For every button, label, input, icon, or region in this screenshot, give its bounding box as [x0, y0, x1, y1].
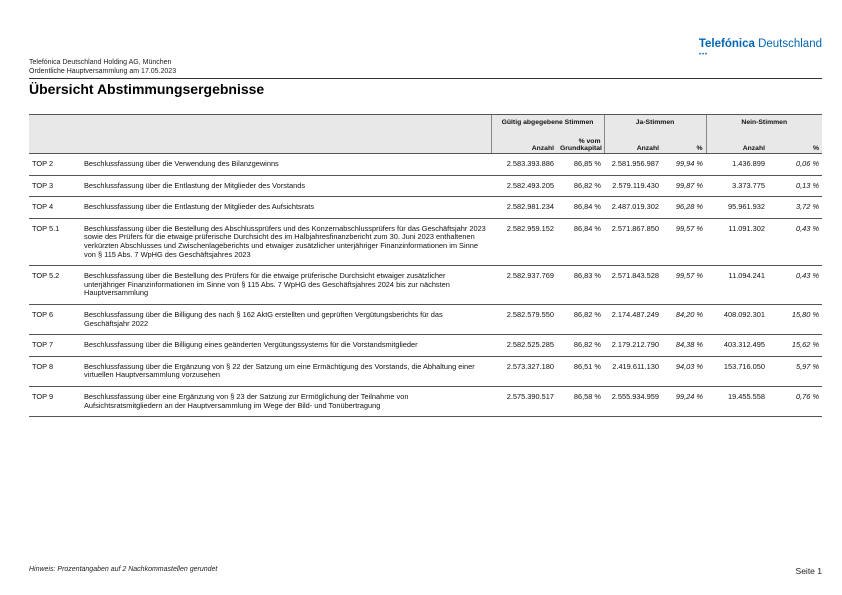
table-cell-no-pct: 0,76 % — [768, 386, 822, 416]
table-cell-pct-capital: 86,84 % — [557, 218, 604, 265]
table-cell-no-pct: 15,80 % — [768, 304, 822, 334]
table-cell-no-count: 11.091.302 — [706, 218, 768, 265]
header-empty — [29, 115, 491, 130]
table-cell-top: TOP 7 — [29, 335, 81, 357]
table-cell-no-count: 19.455.558 — [706, 386, 768, 416]
table-cell-top: TOP 2 — [29, 154, 81, 176]
table-cell-pct-capital: 86,58 % — [557, 386, 604, 416]
table-row — [29, 335, 822, 357]
table-cell-no-pct: 0,43 % — [768, 218, 822, 265]
subheader-valid-count: Anzahl — [491, 129, 557, 154]
logo-brand-rest: Deutschland — [754, 38, 822, 50]
subheader-pct-capital: % vom Grundkapital — [557, 129, 604, 154]
table-cell-pct-capital: 86,83 % — [557, 266, 604, 305]
table-cell-no-pct: 0,13 % — [768, 175, 822, 197]
table-cell-yes-pct: 99,57 % — [662, 266, 706, 305]
page-title: Übersicht Abstimmungsergebnisse — [29, 81, 265, 97]
table-cell-no-pct: 3,72 % — [768, 197, 822, 219]
group-header-row — [29, 115, 822, 130]
table-cell-valid-count: 2.582.981.234 — [491, 197, 557, 219]
table-cell-description: Beschlussfassung über eine Ergänzung von § 23 der Satzung zur Ermöglichung der Teilnahme von Aufsichtsratsmitgliedern an der Hauptversammlung im Wege der Bild- und Tonübertragung — [81, 386, 491, 416]
subheader-yes-pct: % — [662, 129, 706, 154]
table-row — [29, 356, 822, 386]
table-cell-description: Beschlussfassung über die Verwendung des Bilanzgewinns — [81, 154, 491, 176]
table-cell-pct-capital: 86,51 % — [557, 356, 604, 386]
table-cell-no-pct: 0,43 % — [768, 266, 822, 305]
table-row — [29, 197, 822, 219]
header-valid-votes: Gültig abgegebene Stimmen — [491, 115, 604, 130]
table-row — [29, 386, 822, 416]
table-cell-yes-pct: 99,87 % — [662, 175, 706, 197]
table-cell-yes-count: 2.555.934.959 — [604, 386, 662, 416]
table-cell-yes-pct: 96,28 % — [662, 197, 706, 219]
table-cell-yes-count: 2.487.019.302 — [604, 197, 662, 219]
table-cell-pct-capital: 86,82 % — [557, 335, 604, 357]
table-cell-valid-count: 2.583.393.886 — [491, 154, 557, 176]
table-cell-yes-count: 2.581.956.987 — [604, 154, 662, 176]
table-cell-yes-count: 2.571.867.850 — [604, 218, 662, 265]
table-cell-valid-count: 2.575.390.517 — [491, 386, 557, 416]
table-cell-no-count: 95.961.932 — [706, 197, 768, 219]
table-cell-top: TOP 6 — [29, 304, 81, 334]
table-cell-no-count: 1.436.899 — [706, 154, 768, 176]
table-cell-top: TOP 8 — [29, 356, 81, 386]
table-cell-no-pct: 5,97 % — [768, 356, 822, 386]
table-row — [29, 304, 822, 334]
sub-header-row — [29, 129, 822, 154]
table-cell-no-pct: 15,62 % — [768, 335, 822, 357]
table-cell-yes-count: 2.419.611.130 — [604, 356, 662, 386]
table-cell-yes-count: 2.579.119.430 — [604, 175, 662, 197]
table-row — [29, 266, 822, 305]
results-table-wrapper — [29, 114, 822, 417]
meeting-date: Ordentliche Hauptversammlung am 17.05.2023 — [29, 68, 177, 75]
subheader-no-count: Anzahl — [706, 129, 768, 154]
logo-dots-icon: ••• — [698, 52, 709, 58]
table-cell-description: Beschlussfassung über die Bestellung des Prüfers für die etwaige prüferische Durchsicht etwaiger zusätzlicher unterjähriger Finanzinformationen im Sinne von § 115 Abs. 7 WpHG des Geschäftsjahres 2024 bis zur nächsten Hauptversammlung — [81, 266, 491, 305]
table-cell-no-count: 403.312.495 — [706, 335, 768, 357]
company-name: Telefónica Deutschland Holding AG, München — [29, 59, 172, 66]
header-no-votes: Nein-Stimmen — [706, 115, 822, 130]
table-cell-no-count: 153.716.050 — [706, 356, 768, 386]
table-cell-valid-count: 2.582.579.550 — [491, 304, 557, 334]
rounding-footnote: Hinweis: Prozentangaben auf 2 Nachkommastellen gerundet — [29, 566, 218, 573]
table-cell-yes-count: 2.571.843.528 — [604, 266, 662, 305]
subheader-empty — [29, 129, 491, 154]
table-cell-yes-pct: 84,20 % — [662, 304, 706, 334]
table-cell-yes-pct: 94,03 % — [662, 356, 706, 386]
table-cell-description: Beschlussfassung über die Bestellung des Abschlussprüfers und des Konzernabschlussprüfers für das Geschäftsjahr 2023 sowie des Prüfers für die etwaige prüferische Durchsicht des im Halbjahresfinanzbericht zum 30. Juni 2023 enthaltenen verkürzten Abschlusses und Zwischenlageberichts und etwaiger zusätzlicher unterjähriger Finanzinformationen im Sinne von § 115 Abs. 7 WpHG des Geschäftsjahres 2023 — [81, 218, 491, 265]
table-row — [29, 175, 822, 197]
table-cell-top: TOP 5.2 — [29, 266, 81, 305]
voting-results-table — [29, 114, 822, 417]
table-cell-yes-pct: 99,94 % — [662, 154, 706, 176]
table-cell-yes-count: 2.174.487.249 — [604, 304, 662, 334]
table-cell-yes-pct: 99,57 % — [662, 218, 706, 265]
table-cell-no-count: 408.092.301 — [706, 304, 768, 334]
logo-brand-bold: Telefónica — [698, 38, 755, 50]
table-cell-pct-capital: 86,85 % — [557, 154, 604, 176]
table-cell-no-pct: 0,06 % — [768, 154, 822, 176]
table-cell-pct-capital: 86,82 % — [557, 175, 604, 197]
subheader-yes-count: Anzahl — [604, 129, 662, 154]
table-cell-description: Beschlussfassung über die Entlastung der Mitglieder des Aufsichtsrats — [81, 197, 491, 219]
header-yes-votes: Ja-Stimmen — [604, 115, 706, 130]
company-info — [29, 58, 176, 76]
table-cell-valid-count: 2.582.493.205 — [491, 175, 557, 197]
table-cell-description: Beschlussfassung über die Billigung des nach § 162 AktG erstellten und geprüften Vergütungsberichts für das Geschäftsjahr 2022 — [81, 304, 491, 334]
header-divider — [29, 78, 822, 79]
table-cell-valid-count: 2.582.937.769 — [491, 266, 557, 305]
table-row — [29, 154, 822, 176]
table-cell-valid-count: 2.573.327.180 — [491, 356, 557, 386]
table-cell-top: TOP 4 — [29, 197, 81, 219]
table-cell-top: TOP 3 — [29, 175, 81, 197]
table-cell-yes-pct: 84,38 % — [662, 335, 706, 357]
table-cell-no-count: 11.094.241 — [706, 266, 768, 305]
page-number: Seite 1 — [795, 566, 822, 576]
table-cell-yes-pct: 99,24 % — [662, 386, 706, 416]
table-cell-pct-capital: 86,84 % — [557, 197, 604, 219]
table-row — [29, 218, 822, 265]
table-cell-yes-count: 2.179.212.790 — [604, 335, 662, 357]
table-cell-top: TOP 9 — [29, 386, 81, 416]
table-cell-valid-count: 2.582.959.152 — [491, 218, 557, 265]
subheader-no-pct: % — [768, 129, 822, 154]
telefonica-logo — [698, 38, 822, 58]
table-cell-description: Beschlussfassung über die Billigung eines geänderten Vergütungssystems für die Vorstandsmitglieder — [81, 335, 491, 357]
table-cell-pct-capital: 86,82 % — [557, 304, 604, 334]
table-cell-top: TOP 5.1 — [29, 218, 81, 265]
table-cell-description: Beschlussfassung über die Entlastung der Mitglieder des Vorstands — [81, 175, 491, 197]
table-cell-description: Beschlussfassung über die Ergänzung von § 22 der Satzung um eine Ermächtigung des Vorstands, die Abhaltung einer virtuellen Hauptversammlung vorzusehen — [81, 356, 491, 386]
table-cell-valid-count: 2.582.525.285 — [491, 335, 557, 357]
table-cell-no-count: 3.373.775 — [706, 175, 768, 197]
